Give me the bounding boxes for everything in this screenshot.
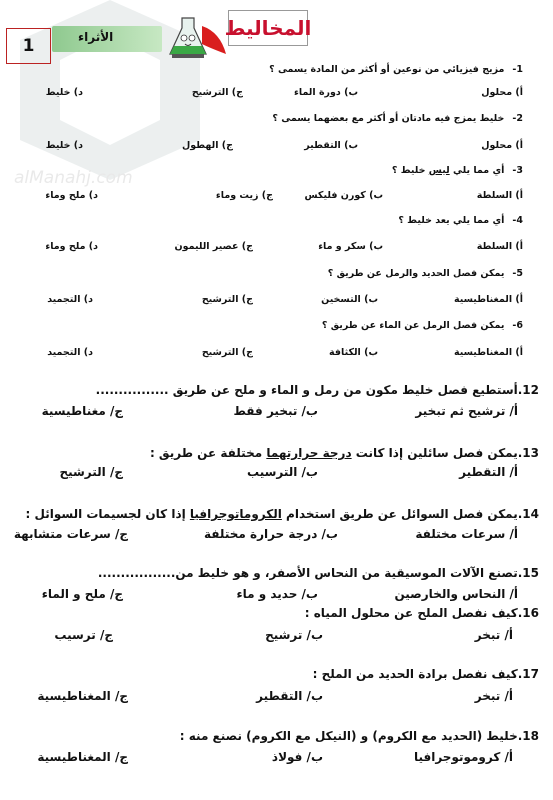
option-17c[interactable]: ج/ المغناطيسية [37, 689, 128, 703]
option-6b[interactable]: ب) الكثافة [329, 347, 378, 358]
option-14a[interactable]: أ/ سرعات مختلفة [415, 527, 518, 541]
option-18c[interactable]: ج/ المغناطيسية [37, 750, 128, 764]
watermark-text: alManahj.com [14, 168, 133, 188]
option-4b[interactable]: ب) سكر و ماء [318, 241, 383, 252]
option-2c[interactable]: ج) الهطول [181, 140, 233, 151]
flask-mascot-icon [160, 14, 230, 64]
option-4c[interactable]: ج) عصير الليمون [174, 241, 253, 252]
option-3a[interactable]: أ) السلطة [476, 190, 523, 201]
option-2b[interactable]: ب) التقطير [304, 140, 358, 151]
option-18b[interactable]: ب/ فولاذ [271, 750, 323, 764]
option-4a[interactable]: أ) السلطة [476, 241, 523, 252]
question-4: 4-أي مما يلي يعد خليط ؟ [398, 215, 523, 226]
option-13a[interactable]: أ/ التقطير [459, 465, 518, 479]
option-1a[interactable]: أ) محلول [481, 87, 523, 98]
question-1: 1-مزيج فيزيائي من نوعين أو أكثر من المادة يسمى ؟ [269, 64, 523, 75]
option-5b[interactable]: ب) التسخين [321, 294, 378, 305]
option-6a[interactable]: أ) المغناطيسية [453, 347, 523, 358]
option-16c[interactable]: ج/ ترسيب [54, 628, 113, 642]
question-13: 13.يمكن فصل سائلين إذا كانت درجة حرارتهما مختلفة عن طريق : [149, 446, 539, 460]
option-6d[interactable]: د) التجميد [47, 347, 93, 358]
option-5d[interactable]: د) التجميد [47, 294, 93, 305]
page-title: المخاليط [228, 10, 308, 46]
question-12: 12.أستطيع فصل خليط مكون من رمل و الماء و ملح عن طريق ................ [95, 383, 539, 397]
question-16: 16.كيف نفصل الملح عن محلول المياه : [304, 606, 539, 620]
option-4d[interactable]: د) ملح وماء [45, 241, 98, 252]
option-15a[interactable]: أ/ النحاس والخارصين [394, 587, 518, 601]
option-18a[interactable]: أ/ كروموتوجرافيا [413, 750, 513, 764]
option-1d[interactable]: د) خليط [45, 87, 83, 98]
option-12c[interactable]: ج/ مغناطيسية [41, 404, 123, 418]
option-12b[interactable]: ب/ تبخير فقط [233, 404, 318, 418]
question-15: 15.تصنع الآلات الموسيقية من النحاس الأصفر، و هو خليط من................. [97, 566, 539, 580]
option-14c[interactable]: ج/ سرعات متشابهة [13, 527, 128, 541]
option-13b[interactable]: ب/ الترسيب [246, 465, 318, 479]
question-6: 6-يمكن فصل الرمل عن الماء عن طريق ؟ [321, 320, 523, 331]
option-3d[interactable]: د) ملح وماء [45, 190, 98, 201]
sheet-number: 1 [6, 28, 51, 64]
option-2d[interactable]: د) خليط [45, 140, 83, 151]
option-16b[interactable]: ب/ ترشيح [265, 628, 323, 642]
question-18: 18.خليط (الحديد مع الكروم) و (النيكل مع الكروم) نصنع منه : [179, 729, 539, 743]
option-14b[interactable]: ب/ درجة حرارة مختلفة [204, 527, 338, 541]
enrichment-label: الأثراء [78, 30, 114, 44]
option-3b[interactable]: ب) كورن فليكس [304, 190, 383, 201]
question-2: 2-خليط يمزج فيه مادتان أو أكثر مع بعضهما يسمى ؟ [272, 113, 523, 124]
option-16a[interactable]: أ/ تبخر [474, 628, 513, 642]
option-17b[interactable]: ب/ التقطير [256, 689, 323, 703]
question-17: 17.كيف نفصل برادة الحديد من الملح : [312, 667, 539, 681]
option-1b[interactable]: ب) دورة الماء [294, 87, 358, 98]
question-5: 5-يمكن فصل الحديد والرمل عن طريق ؟ [327, 268, 523, 279]
option-17a[interactable]: أ/ تبخر [474, 689, 513, 703]
option-3c[interactable]: ج) زيت وماء [215, 190, 273, 201]
option-2a[interactable]: أ) محلول [481, 140, 523, 151]
option-5a[interactable]: أ) المغناطيسية [453, 294, 523, 305]
option-6c[interactable]: ج) الترشيح [201, 347, 253, 358]
option-12a[interactable]: أ/ ترشيح ثم تبخير [415, 404, 518, 418]
option-15b[interactable]: ب/ حديد و ماء [236, 587, 318, 601]
option-1c[interactable]: ج) الترشيح [191, 87, 243, 98]
question-3: 3-أي مما يلي ليس خليط ؟ [391, 165, 523, 176]
question-14: 14.يمكن فصل السوائل عن طريق استخدام الكروماتوجرافيا إذا كان لجسيمات السوائل : [25, 507, 539, 521]
option-13c[interactable]: ج/ الترشيح [59, 465, 123, 479]
option-15c[interactable]: ج/ ملح و الماء [41, 587, 123, 601]
option-5c[interactable]: ج) الترشيح [201, 294, 253, 305]
